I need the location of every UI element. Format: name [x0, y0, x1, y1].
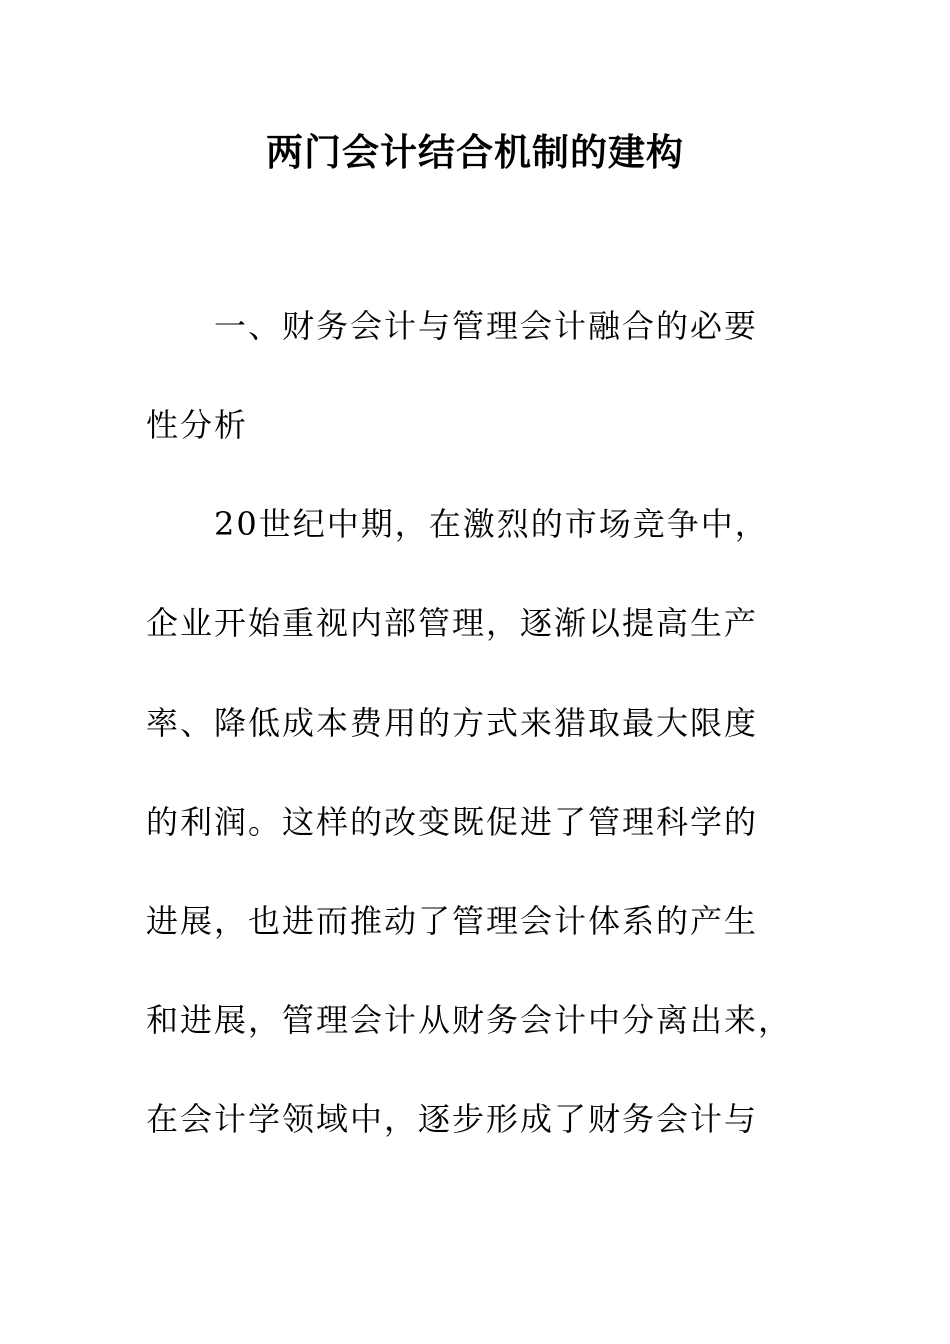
paragraph-line: 20世纪中期，在激烈的市场竞争中， — [214, 505, 769, 543]
paragraph-line: 的利润。这样的改变既促进了管理科学的 — [146, 803, 759, 841]
paragraph-line: 企业开始重视内部管理，逐渐以提高生产 — [146, 604, 759, 642]
document-title: 两门会计结合机制的建构 — [266, 130, 684, 174]
paragraph-line: 和进展，管理会计从财务会计中分离出来， — [146, 1001, 793, 1039]
section-heading-line-1: 一、财务会计与管理会计融合的必要 — [214, 307, 759, 345]
section-heading-line-2: 性分析 — [146, 406, 249, 444]
paragraph-line: 在会计学领域中，逐步形成了财务会计与 — [146, 1100, 759, 1138]
paragraph-line: 进展，也进而推动了管理会计体系的产生 — [146, 902, 759, 940]
paragraph-line: 率、降低成本费用的方式来猎取最大限度 — [146, 704, 759, 742]
